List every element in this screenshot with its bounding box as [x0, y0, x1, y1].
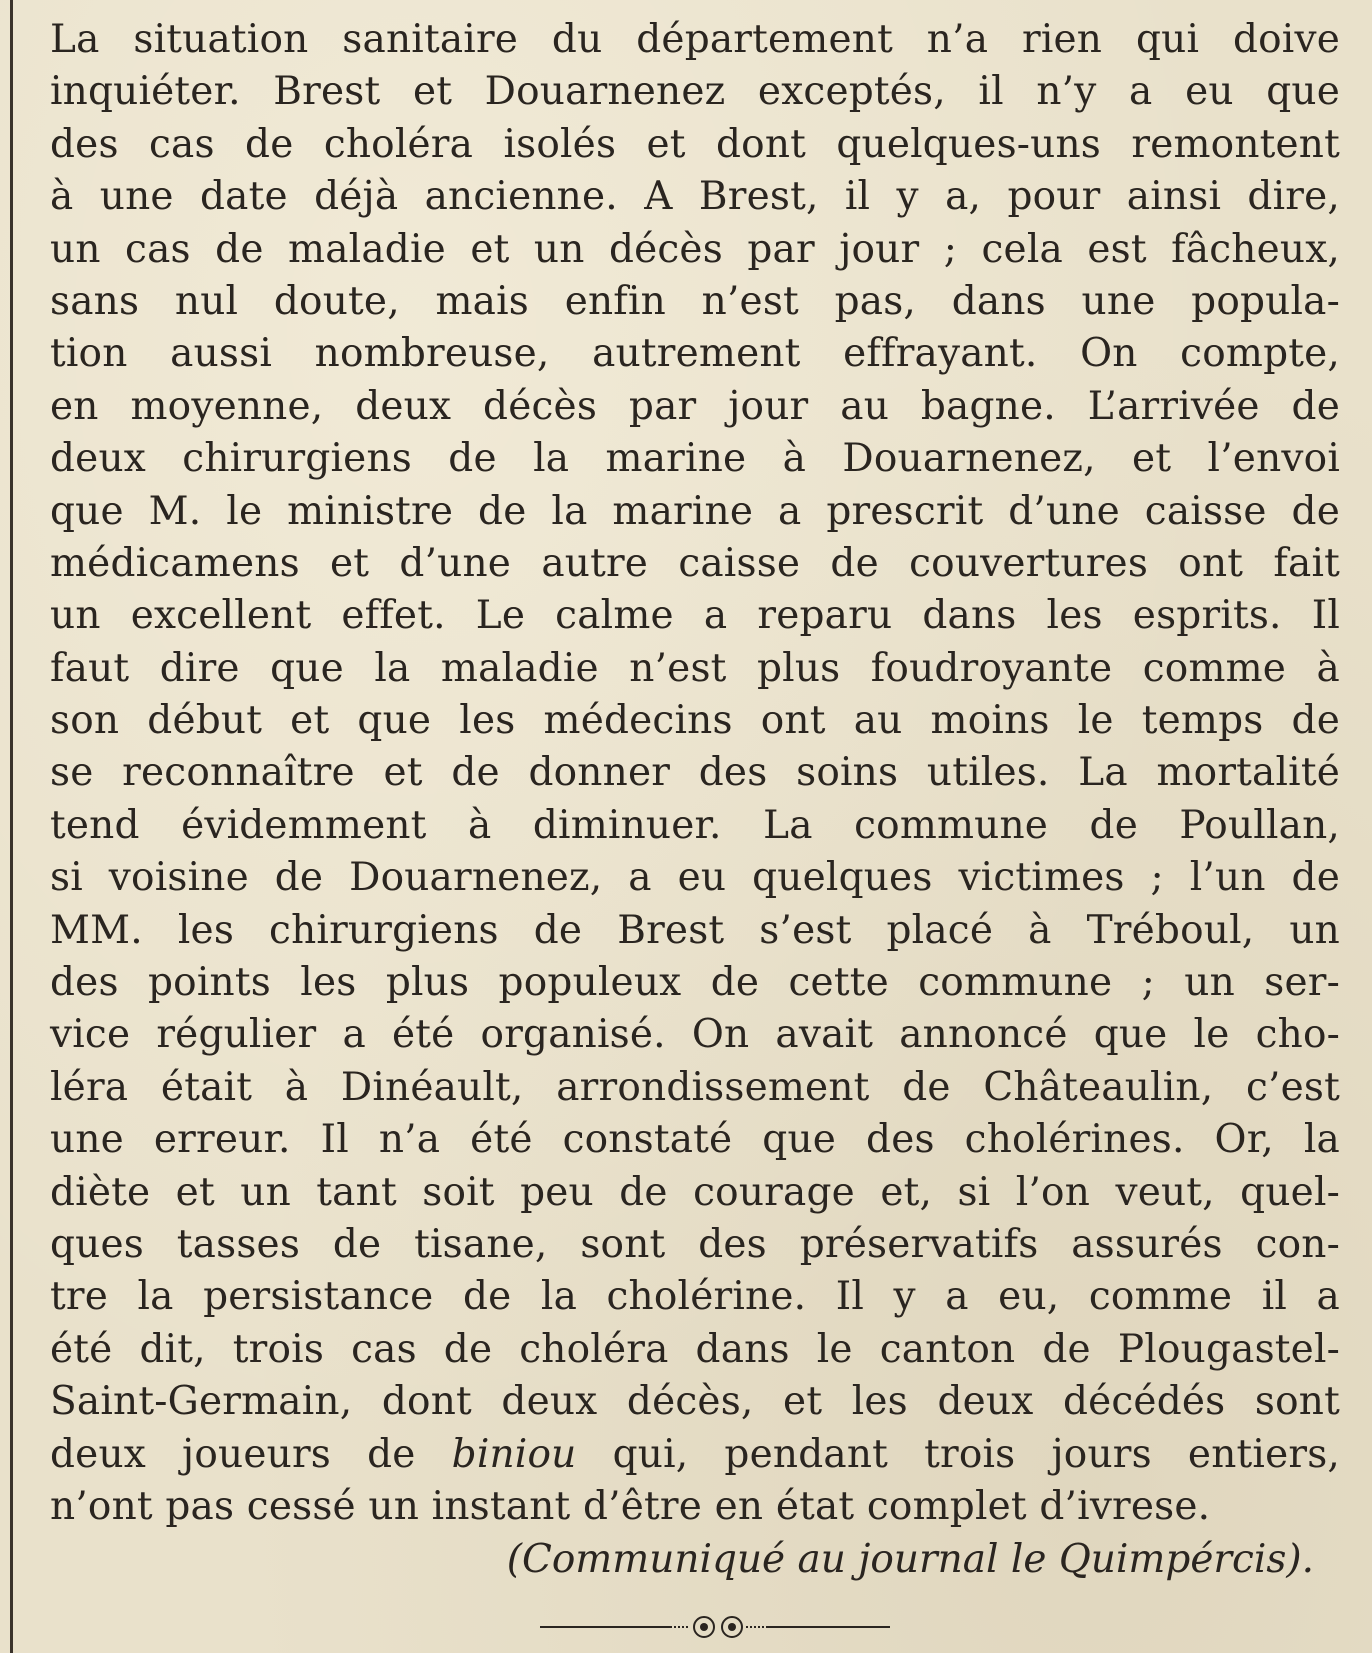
text-line: si voisine de Douarnenez, a eu quelques victimes ; l’un de — [50, 855, 1340, 901]
text-line: n’ont pas cessé un instant d’être en état complet d’ivrese. — [50, 1483, 1211, 1529]
text-line: un excellent effet. Le calme a reparu dans les esprits. Il — [50, 593, 1340, 639]
text-line-with-italic — [50, 1429, 1340, 1481]
text-line: se reconnaître et de donner des soins utiles. La mortalité — [50, 750, 1340, 796]
text-line: vice régulier a été organisé. On avait annoncé que le cho- — [50, 1012, 1340, 1058]
text-line: diète et un tant soit peu de courage et, si l’on veut, quel- — [50, 1169, 1340, 1215]
italic-word: biniou — [451, 1431, 577, 1477]
text-line: tion aussi nombreuse, autrement effrayant. On compte, — [50, 331, 1340, 377]
text-line: été dit, trois cas de choléra dans le canton de Plougastel- — [50, 1326, 1340, 1372]
text-line: tre la persistance de la cholérine. Il y a eu, comme il a — [50, 1274, 1340, 1320]
text-line: La situation sanitaire du département n’a rien qui doive — [50, 17, 1340, 62]
text-fragment: qui, pendant trois jours entiers, — [576, 1431, 1341, 1477]
text-line: à une date déjà ancienne. A Brest, il y a, pour ainsi dire, — [50, 174, 1340, 220]
text-line: ques tasses de tisane, sont des préservatifs assurés con- — [50, 1221, 1340, 1267]
text-line: MM. les chirurgiens de Brest s’est placé à Tréboul, un — [50, 907, 1340, 953]
ornament-separator-icon — [540, 1615, 890, 1639]
text-line: des points les plus populeux de cette commune ; un ser- — [50, 960, 1340, 1006]
text-line: tend évidemment à diminuer. La commune de Poullan, — [50, 802, 1340, 848]
text-line: léra était à Dinéault, arrondissement de Châteaulin, c’est — [50, 1064, 1340, 1110]
column-rule — [10, 0, 13, 1653]
text-line: des cas de choléra isolés et dont quelques-uns remontent — [50, 121, 1340, 167]
text-line: deux chirurgiens de la marine à Douarnenez, et l’envoi — [50, 436, 1340, 482]
text-line: médicamens et d’une autre caisse de couvertures ont fait — [50, 540, 1340, 586]
text-line: en moyenne, deux décès par jour au bagne. L’arrivée de — [50, 383, 1340, 429]
text-line: inquiéter. Brest et Douarnenez exceptés, il n’y a eu que — [50, 69, 1340, 115]
text-line: sans nul doute, mais enfin n’est pas, dans une popula- — [50, 278, 1340, 324]
text-line: un cas de maladie et un décès par jour ; cela est fâcheux, — [50, 226, 1340, 272]
text-line: son début et que les médecins ont au moins le temps de — [50, 698, 1340, 744]
text-fragment: deux joueurs de — [50, 1431, 452, 1477]
text-line: Saint-Germain, dont deux décès, et les deux décédés sont — [50, 1379, 1340, 1425]
text-line: que M. le ministre de la marine a prescrit d’une caisse de — [50, 488, 1340, 534]
text-line: une erreur. Il n’a été constaté que des cholérines. Or, la — [50, 1117, 1340, 1163]
text-line: faut dire que la maladie n’est plus foudroyante comme à — [50, 645, 1340, 691]
source-attribution: (Communiqué au journal le Quimpércis). — [506, 1537, 1314, 1583]
article-body — [50, 14, 1340, 1587]
